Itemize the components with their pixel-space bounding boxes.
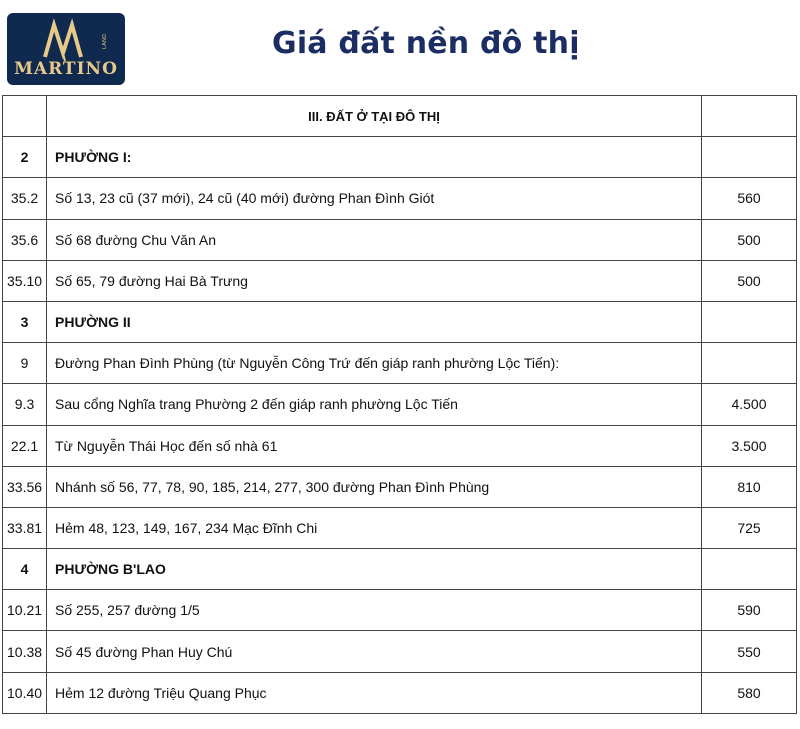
price-cell: 560 [702,178,797,219]
stt-cell: 3 [3,301,47,342]
name-cell: Số 45 đường Phan Huy Chú [47,631,702,672]
stt-cell: 2 [3,137,47,178]
page-header [0,0,800,95]
table-row [3,507,797,548]
table-row [3,219,797,260]
name-cell: PHƯỜNG II [47,301,702,342]
name-cell: Đường Phan Đình Phùng (từ Nguyễn Công Trứ đến giáp ranh phường Lộc Tiến): [47,343,702,384]
logo-sub-text: LAND [102,33,108,49]
price-cell: 810 [702,466,797,507]
price-cell: 725 [702,507,797,548]
name-cell: Sau cổng Nghĩa trang Phường 2 đến giáp ranh phường Lộc Tiến [47,384,702,425]
name-cell: Hẻm 48, 123, 149, 167, 234 Mạc Đĩnh Chi [47,507,702,548]
price-cell [702,301,797,342]
price-cell [702,549,797,590]
name-cell: Số 68 đường Chu Văn An [47,219,702,260]
table-row [3,178,797,219]
header-price-cell [702,96,797,137]
stt-cell: 10.40 [3,672,47,713]
table-row [3,425,797,466]
name-cell: Từ Nguyễn Thái Học đến số nhà 61 [47,425,702,466]
price-cell: 3.500 [702,425,797,466]
section-row [3,137,797,178]
name-cell: Số 255, 257 đường 1/5 [47,590,702,631]
stt-cell: 9 [3,343,47,384]
name-cell: Số 13, 23 cũ (37 mới), 24 cũ (40 mới) đường Phan Đình Giót [47,178,702,219]
table-row [3,384,797,425]
stt-cell: 35.2 [3,178,47,219]
table-header-row [3,96,797,137]
header-name-cell: III. ĐẤT Ở TẠI ĐÔ THỊ [47,96,702,137]
price-cell: 580 [702,672,797,713]
price-cell: 500 [702,219,797,260]
stt-cell: 9.3 [3,384,47,425]
table-row [3,631,797,672]
name-cell: PHƯỜNG I: [47,137,702,178]
stt-cell: 33.56 [3,466,47,507]
name-cell: Hẻm 12 đường Triệu Quang Phục [47,672,702,713]
name-cell: Số 65, 79 đường Hai Bà Trưng [47,260,702,301]
table-row [3,590,797,631]
stt-cell: 10.21 [3,590,47,631]
table-row [3,260,797,301]
table-row [3,466,797,507]
stt-cell: 35.6 [3,219,47,260]
stt-cell: 33.81 [3,507,47,548]
stt-cell: 4 [3,549,47,590]
price-cell: 550 [702,631,797,672]
header-stt-cell [3,96,47,137]
price-cell: 500 [702,260,797,301]
name-cell: Nhánh số 56, 77, 78, 90, 185, 214, 277, 300 đường Phan Đình Phùng [47,466,702,507]
section-row [3,301,797,342]
table-row [3,343,797,384]
stt-cell: 22.1 [3,425,47,466]
stt-cell: 10.38 [3,631,47,672]
land-price-table [2,95,797,714]
price-cell [702,137,797,178]
name-cell: PHƯỜNG B'LAO [47,549,702,590]
price-cell [702,343,797,384]
price-cell: 4.500 [702,384,797,425]
price-cell: 590 [702,590,797,631]
table-row [3,672,797,713]
section-row [3,549,797,590]
stt-cell: 35.10 [3,260,47,301]
page-title: Giá đất nền đô thị [272,26,580,61]
martino-logo [7,13,125,85]
logo-text: MARTINO [14,59,118,79]
